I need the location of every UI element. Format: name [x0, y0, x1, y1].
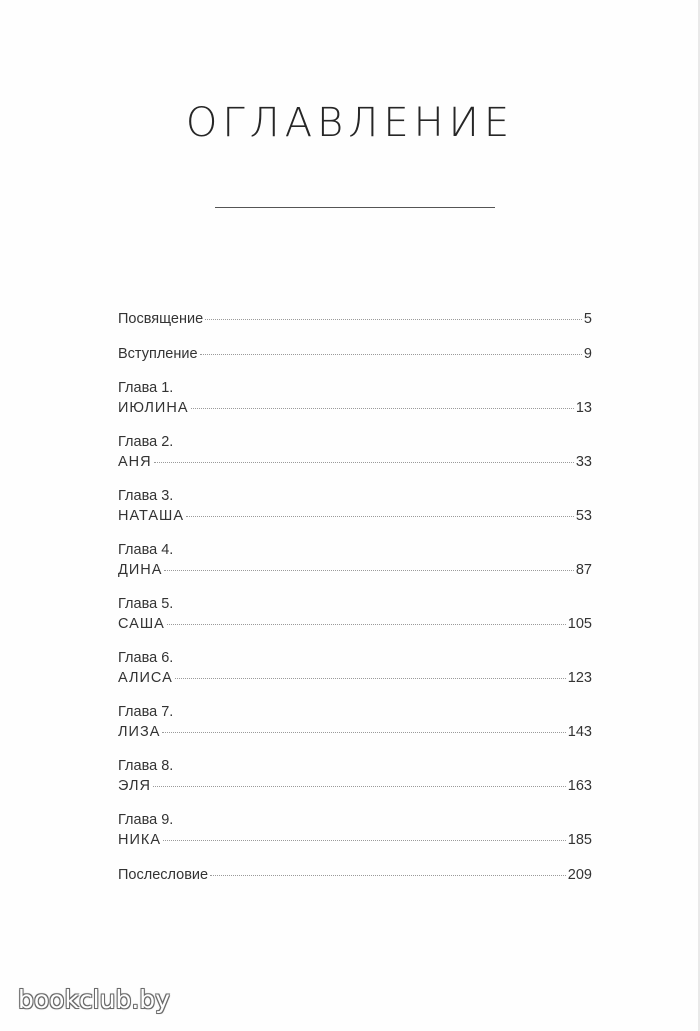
page-title: ОГЛАВЛЕНИЕ — [185, 100, 515, 146]
toc-page-number: 163 — [567, 778, 592, 794]
toc-entry-label: Вступление — [118, 346, 198, 362]
toc-entry-chapter-7[interactable] — [118, 703, 592, 742]
chapter-title: ИЮЛИНА — [118, 400, 189, 416]
toc-page-number: 9 — [583, 346, 592, 362]
toc-entry-introduction[interactable] — [118, 344, 592, 364]
toc-page-number: 5 — [583, 311, 592, 327]
dot-leader — [162, 731, 565, 733]
dot-leader — [167, 623, 566, 625]
chapter-title: НИКА — [118, 832, 162, 848]
title-divider — [215, 207, 495, 208]
toc-page-number: 209 — [567, 867, 592, 883]
chapter-title: ЭЛЯ — [118, 778, 151, 794]
dot-leader — [205, 318, 582, 320]
dot-leader — [153, 785, 566, 787]
chapter-number: Глава 1. — [118, 380, 174, 396]
dot-leader — [200, 353, 582, 355]
chapter-title: АЛИСА — [118, 670, 173, 686]
toc-entry-afterword[interactable] — [118, 865, 592, 885]
toc-page-number: 123 — [567, 670, 592, 686]
toc-page-number: 87 — [575, 562, 592, 578]
chapter-number: Глава 4. — [118, 542, 174, 558]
toc-entry-chapter-4[interactable] — [118, 541, 592, 580]
toc-page-number: 105 — [567, 616, 592, 632]
toc-entry-chapter-8[interactable] — [118, 757, 592, 796]
dot-leader — [186, 515, 574, 517]
toc-page-number: 13 — [575, 400, 592, 416]
chapter-title: ЛИЗА — [118, 724, 161, 740]
toc-entry-chapter-5[interactable] — [118, 595, 592, 634]
chapter-number: Глава 3. — [118, 488, 174, 504]
toc-entry-label: Послесловие — [118, 867, 209, 883]
toc-entry-label: Посвящение — [118, 311, 204, 327]
toc-entry-chapter-3[interactable] — [118, 487, 592, 526]
chapter-number: Глава 8. — [118, 758, 174, 774]
chapter-number: Глава 7. — [118, 704, 174, 720]
toc-entry-chapter-2[interactable] — [118, 433, 592, 472]
chapter-title: НАТАША — [118, 508, 185, 524]
dot-leader — [154, 461, 574, 463]
chapter-number: Глава 2. — [118, 434, 174, 450]
dot-leader — [163, 839, 566, 841]
watermark-logo: bookclub.by — [18, 985, 170, 1014]
toc-page-number: 33 — [575, 454, 592, 470]
toc-page-number: 53 — [575, 508, 592, 524]
dot-leader — [210, 874, 566, 876]
chapter-number: Глава 6. — [118, 650, 174, 666]
chapter-number: Глава 9. — [118, 812, 174, 828]
toc-entry-dedication[interactable] — [118, 309, 592, 329]
dot-leader — [164, 569, 573, 571]
toc-page-number: 185 — [567, 832, 592, 848]
chapter-title: САША — [118, 616, 165, 632]
toc-entry-chapter-6[interactable] — [118, 649, 592, 688]
toc-entry-chapter-9[interactable] — [118, 811, 592, 850]
chapter-title: АНЯ — [118, 454, 152, 470]
chapter-number: Глава 5. — [118, 596, 174, 612]
chapter-title: ДИНА — [118, 562, 163, 578]
toc-page-number: 143 — [567, 724, 592, 740]
toc-entry-chapter-1[interactable] — [118, 379, 592, 418]
dot-leader — [175, 677, 566, 679]
table-of-contents — [118, 309, 592, 900]
dot-leader — [191, 407, 574, 409]
